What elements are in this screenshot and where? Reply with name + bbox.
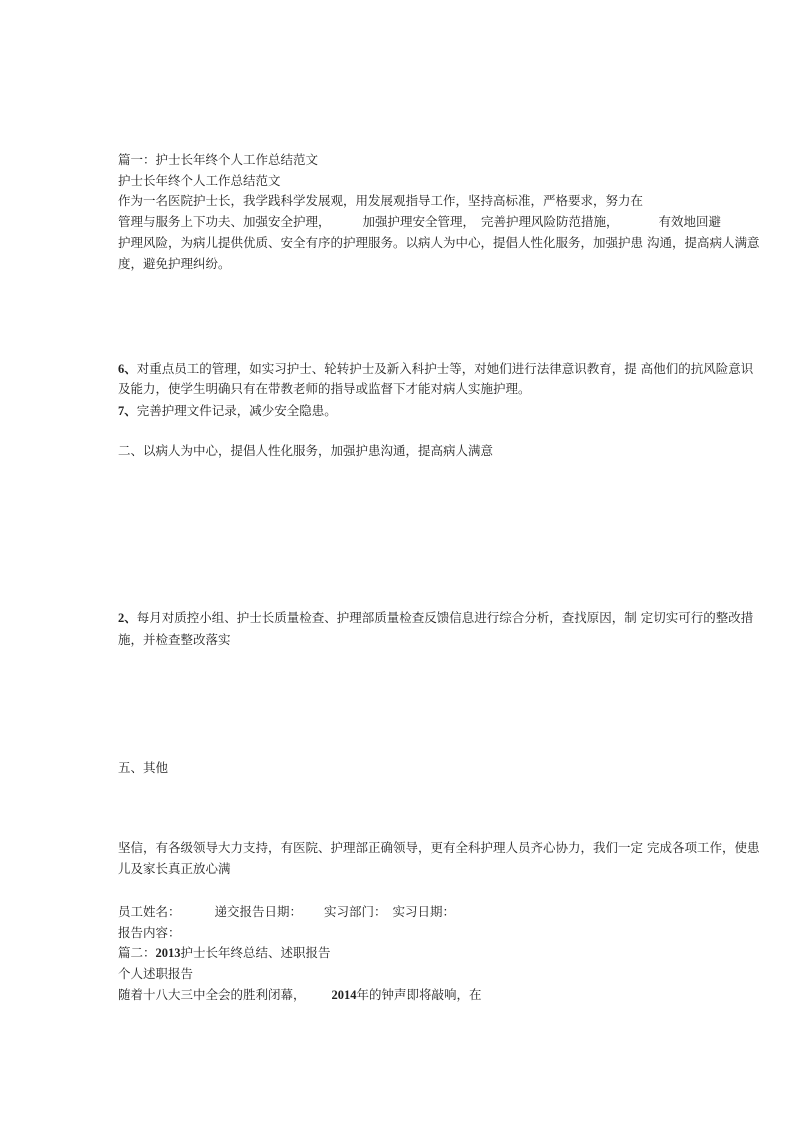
item-6-line-1: [118, 361, 753, 377]
closing-line-1: 坚信，有各级领导大力支持，有医院、护理部正确领导，更有全科护理人员齐心协力，我们一定 完成各项工作，使患: [118, 840, 760, 855]
article2-heading-prefix: 篇二：: [118, 945, 156, 960]
employee-name-label: 员工姓名：: [118, 904, 181, 919]
intro-line-2-b: 加强护理安全管理，: [362, 214, 476, 229]
item-7: [118, 403, 337, 419]
intro-line-2-c: 完善护理风险防范措施，: [481, 214, 619, 229]
article2-line-1-b: 年的钟声即将敲响，在: [356, 987, 482, 1002]
article1-subtitle: 护士长年终个人工作总结范文: [118, 173, 281, 188]
item-6-line-2: 及能力，使学生明确只有在带教老师的指导或监督下才能对病人实施护理。: [118, 381, 531, 396]
item-2-line-2: 施，并检查整改落实: [118, 632, 231, 647]
item-7-text: 完善护理文件记录，减少安全隐患。: [136, 403, 337, 418]
item-7-number: 7、: [118, 404, 137, 418]
intro-line-3: 护理风险，为病儿提供优质、安全有序的护理服务。以病人为中心，提倡人性化服务，加强护患 沟通，提高病人满意: [118, 235, 760, 250]
intro-line-2: [118, 214, 721, 230]
submit-date-label: 递交报告日期：: [214, 904, 303, 919]
item-6-text: 对重点员工的管理，如实习护士、轮转护士及新入科护士等，对她们进行法律意识教育，提 高他们的抗风险意识: [136, 361, 754, 376]
closing-line-2: 儿及家长真正放心满: [118, 861, 231, 876]
article2-line-1: [118, 987, 482, 1003]
intern-date-label: 实习日期：: [392, 904, 456, 919]
section-2-heading: 二、以病人为中心，提倡人性化服务，加强护患沟通，提高病人满意: [118, 443, 494, 458]
article2-subtitle: 个人述职报告: [118, 966, 194, 981]
intro-line-2-a: 管理与服务上下功夫、加强安全护理，: [118, 214, 331, 229]
form-fields-row: [118, 904, 455, 920]
article2-line-1-a: 随着十八大三中全会的胜利闭幕，: [118, 987, 306, 1002]
article2-line-1-year: 2014: [331, 988, 357, 1002]
report-content-label: 报告内容：: [118, 925, 181, 940]
item-6-number: 6、: [118, 362, 137, 376]
intro-line-4: 度，避免护理纠纷。: [118, 256, 231, 271]
article1-heading: 篇一：护士长年终个人工作总结范文: [118, 152, 319, 167]
article2-heading-year: 2013: [155, 946, 181, 960]
section-5-heading: 五、其他: [118, 760, 169, 775]
intro-line-1: 作为一名医院护士长，我学践科学发展观，用发展观指导工作，坚持高标准，严格要求，努力在: [118, 193, 644, 208]
article2-heading-rest: 护士长年终总结、述职报告: [180, 945, 331, 960]
item-2-number: 2、: [118, 611, 137, 625]
intern-dept-label: 实习部门：: [324, 904, 387, 919]
intro-line-2-d: 有效地回避: [658, 214, 722, 229]
item-2-text: 每月对质控小组、护士长质量检查、护理部质量检查反馈信息进行综合分析，查找原因，制 定切实可行的整改措: [136, 610, 754, 625]
article2-heading: [118, 945, 331, 961]
item-2-line-1: [118, 610, 753, 626]
